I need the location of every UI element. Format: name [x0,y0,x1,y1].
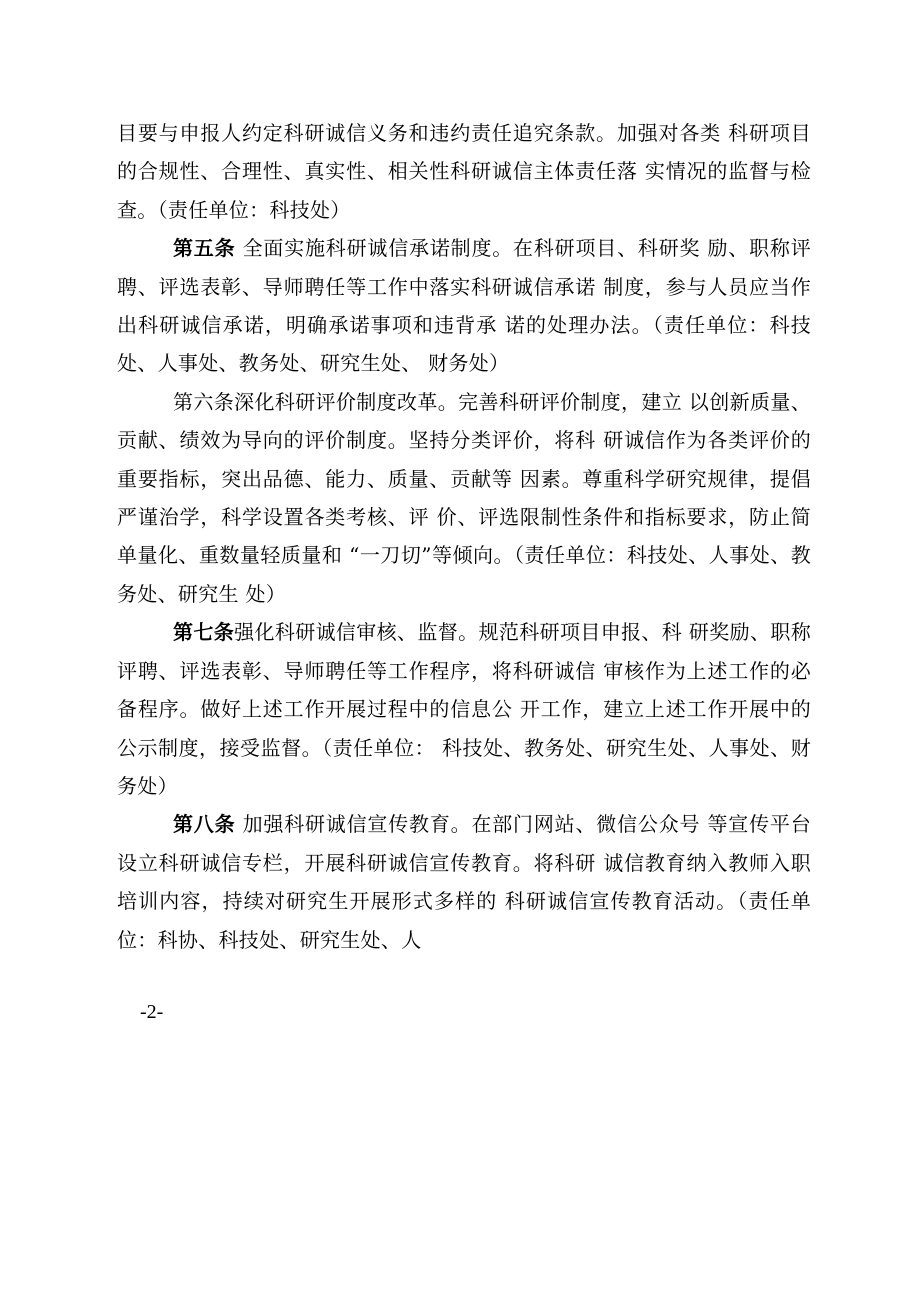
paragraph-article-5 [117,229,811,383]
article-label: 第七条 [173,620,235,645]
paragraph-text: 强化科研诚信审核、监督。规范科研项目申报、科 研奖励、职称评聘、评选表彰、导师聘任等工作程序，将科研诚信 审核作为上述工作的必备程序。做好上述工作开展过程中的信息公 开工作，建立上述工作开展中的公示制度，接受监督。（责任单位： 科技处、教务处、研究生处、人事处、财务处） [117,620,812,798]
paragraph-text: 加强科研诚信宣传教育。在部门网站、微信公众号 等宣传平台设立科研诚信专栏，开展科研诚信宣传教育。将科研 诚信教育纳入教师入职培训内容，持续对研究生开展形式多样的 科研诚信宣传教育活动。（责任单位：科协、科技处、研究生处、人 [117,812,811,952]
paragraph-article-6 [117,383,811,613]
paragraph-continuation [117,114,811,229]
paragraph-text: 第六条深化科研评价制度改革。完善科研评价制度，建立 以创新质量、贡献、绩效为导向的评价制度。坚持分类评价，将科 研诚信作为各类评价的重要指标，突出品德、能力、质量、贡献等 因素。尊重科学研究规律，提倡严谨治学，科学设置各类考核、评 价、评选限制性条件和指标要求，防止简单量化、重数量轻质量和 “一刀切”等倾向。（责任单位：科技处、人事处、教务处、研究生 处） [117,389,811,606]
paragraph-article-7 [117,613,811,805]
paragraph-text: 目要与申报人约定科研诚信义务和违约责任追究条款。加强对各类 科研项目的合规性、合理性、真实性、相关性科研诚信主体责任落 实情况的监督与检查。（责任单位：科技处） [117,121,811,222]
page-number: -2- [140,1001,164,1023]
paragraph-article-8 [117,805,811,959]
article-label: 第八条 [173,812,236,837]
document-body [117,114,811,959]
article-label: 第五条 [173,236,236,261]
paragraph-text: 全面实施科研诚信承诺制度。在科研项目、科研奖 励、职称评聘、评选表彰、导师聘任等工作中落实科研诚信承诺 制度，参与人员应当作出科研诚信承诺，明确承诺事项和违背承 诺的处理办法。（责任单位：科技处、人事处、教务处、研究生处、 财务处） [117,236,811,376]
